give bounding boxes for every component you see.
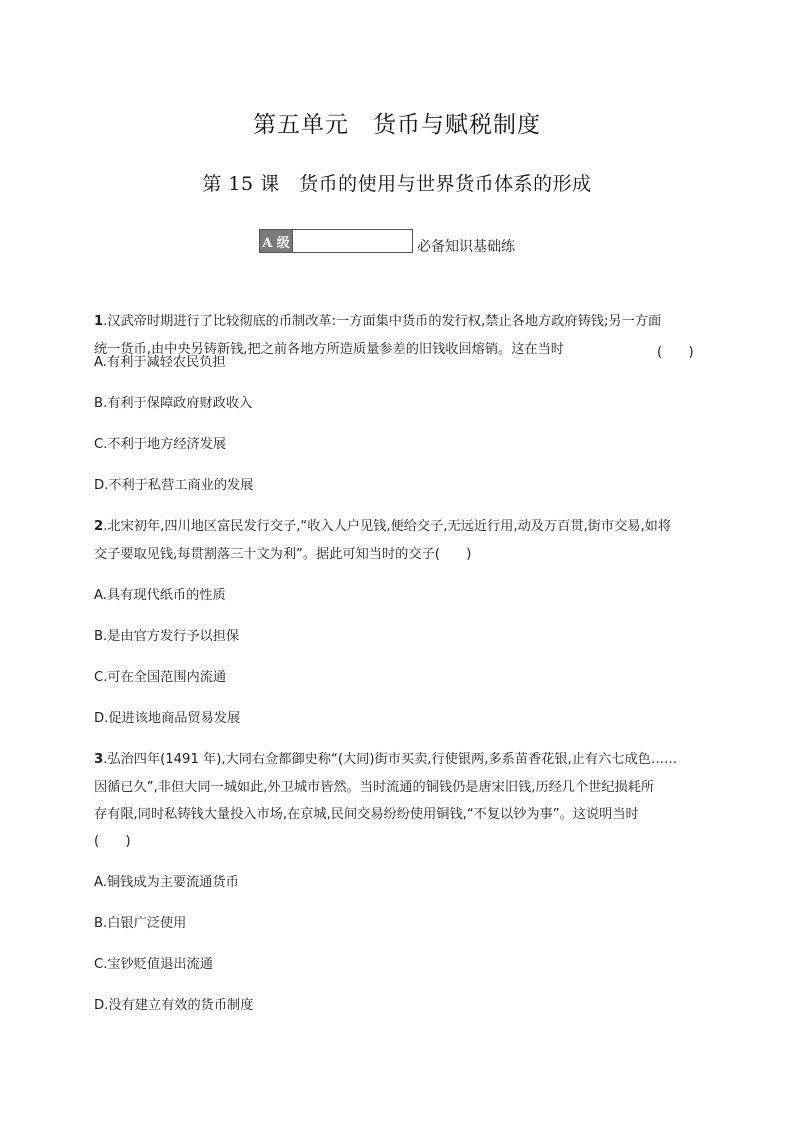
question-1-line-2: 统一货币,由中央另铸新钱,把之前各地方所造质量参差的旧钱收回熔销。这在当时 — [94, 342, 564, 357]
question-3-number: 3 — [94, 752, 104, 767]
question-1-line-1 — [94, 313, 661, 331]
question-1-text-1: .汉武帝时期进行了比较彻底的币制改革:一方面集中货币的发行权,禁止各地方政府铸钱;另一方面 — [103, 314, 662, 329]
question-3-line-1 — [94, 751, 677, 769]
level-header — [259, 228, 515, 254]
question-3-option-a: A.铜钱成为主要流通货币 — [94, 875, 239, 890]
lesson-title: 第 15 课 货币的使用与世界货币体系的形成 — [202, 173, 592, 195]
question-2-text-2: 交子要取见钱,每贯割落三十文为利”。据此可知当时的交子 — [94, 547, 435, 562]
question-1-number: 1 — [94, 314, 104, 329]
level-badge: A 级 — [259, 229, 293, 253]
question-1-option-b: B.有利于保障政府财政收入 — [94, 396, 253, 411]
question-2-line-1 — [94, 518, 671, 536]
question-2-option-d: D.促进该地商品贸易发展 — [94, 711, 241, 726]
question-1-option-c: C.不利于地方经济发展 — [94, 437, 227, 452]
question-2-option-c: C.可在全国范围内流通 — [94, 670, 227, 685]
unit-title: 第五单元 货币与赋税制度 — [253, 112, 541, 138]
question-1-option-d: D.不利于私营工商业的发展 — [94, 478, 254, 493]
question-2-answer-paren: ( ) — [434, 547, 472, 562]
question-3-line-2: 因循已久”,非但大同一城如此,外卫城市皆然。当时流通的铜钱仍是唐宋旧钱,历经几个世纪损耗所 — [94, 780, 655, 795]
question-3-line-3: 存有限,同时私铸钱大量投入市场,在京城,民间交易纷纷使用铜钱,“不复以钞为事”。这说明当时 — [94, 807, 639, 822]
question-2-line-2 — [94, 546, 471, 564]
question-3-option-c: C.宝钞贬值退出流通 — [94, 957, 213, 972]
level-score-box — [293, 229, 413, 253]
level-label: 必备知识基础练 — [417, 239, 515, 255]
question-3-option-b: B.白银广泛使用 — [94, 916, 187, 931]
question-3-text-1: .弘治四年(1491 年),大同右佥都御史称“(大同)街市买卖,行使银两,多系苗香花银,止有六七成色…… — [103, 752, 678, 767]
question-1-option-a: A.有利于减轻农民负担 — [94, 355, 226, 370]
question-2-text-1: .北宋初年,四川地区富民发行交子,“收入人户见钱,便给交子,无远近行用,动及万百贯,街市交易,如将 — [103, 519, 672, 534]
question-2-option-a: A.具有现代纸币的性质 — [94, 588, 226, 603]
question-3-option-d: D.没有建立有效的货币制度 — [94, 998, 254, 1013]
question-2-option-b: B.是由官方发行予以担保 — [94, 629, 240, 644]
question-1-answer-paren: ( ) — [657, 345, 694, 360]
question-2-number: 2 — [94, 519, 104, 534]
question-3-answer-paren: ( ) — [94, 834, 131, 849]
